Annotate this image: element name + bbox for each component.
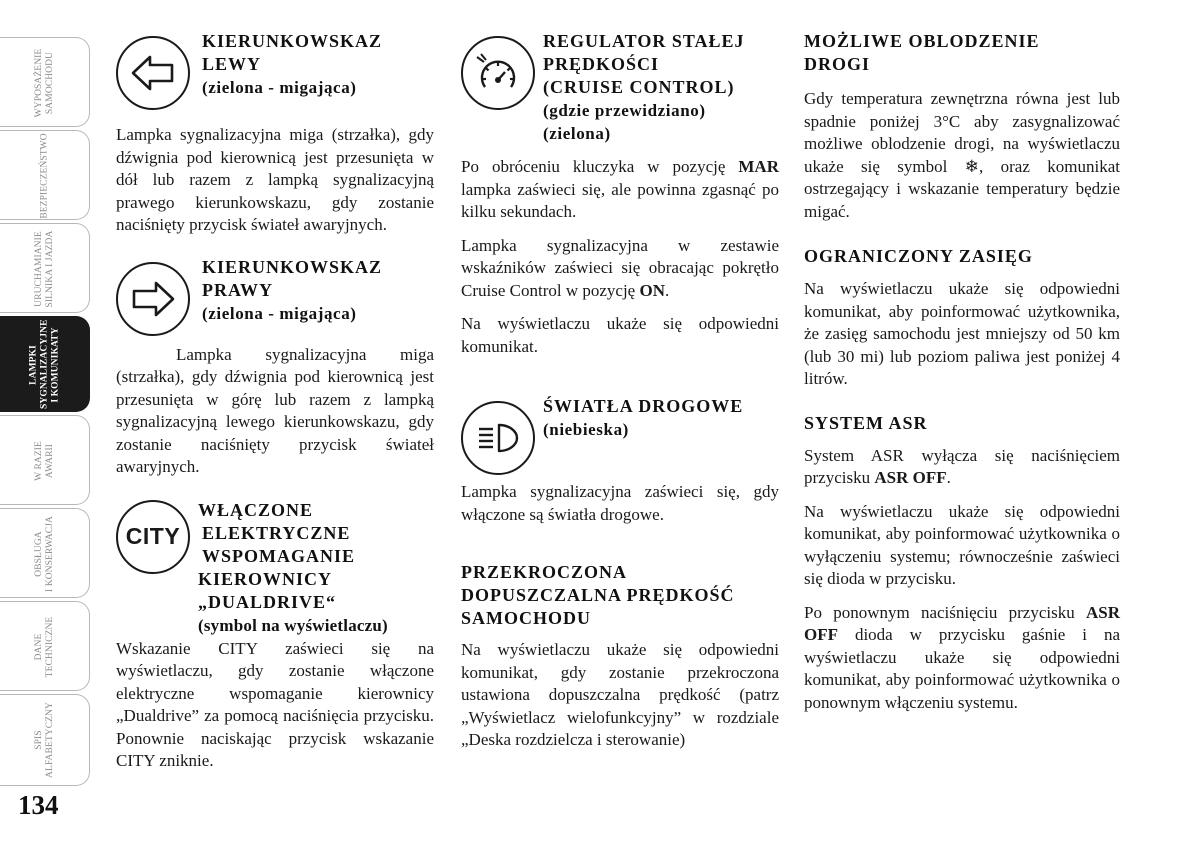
tab-bezpieczenstwo[interactable] bbox=[0, 130, 90, 220]
city-title-1: WŁĄCZONE bbox=[198, 499, 314, 520]
asr-title: SYSTEM ASR bbox=[804, 412, 928, 433]
right-turn-text: Lampka sygnalizacyjna miga (strzałka), gdy dźwignia pod kierownicą jest przesunięta w górę lub razem z lampką sygnalizacyjną lewego kierunkowskazu, gdy zostanie naciśnięty przycisk świateł awaryjnych. bbox=[116, 344, 434, 476]
column-3 bbox=[804, 30, 1120, 714]
high-beam-icon bbox=[461, 401, 535, 475]
city-icon-text: CITY bbox=[125, 523, 181, 549]
tab-obsluga[interactable] bbox=[0, 508, 90, 598]
asr-text-1: System ASR wyłącza się naciśnięciem przycisku ASR OFF. bbox=[804, 445, 1120, 487]
cruise-text-2: Lampka sygnalizacyjna w zestawie wskaźników zaświeci się obracając pokrętło Cruise Control w pozycję ON. bbox=[461, 235, 779, 300]
tab-label: W RAZIE AWARII bbox=[34, 441, 55, 481]
range-text: Na wyświetlaczu ukaże się odpowiedni komunikat, aby poinformować użytkownika, że zasięg samochodu jest mniejszy od 50 km (lub 30 mi) lub poziom paliwa jest poniżej 4 litrów. bbox=[804, 279, 1120, 388]
high-beam-text: Lampka sygnalizacyjna zaświeci się, gdy włączone są światła drogowe. bbox=[461, 482, 779, 524]
cruise-section bbox=[461, 30, 779, 148]
page-number: 134 bbox=[18, 790, 59, 820]
cruise-title-1: REGULATOR STAŁEJ bbox=[543, 31, 745, 51]
left-turn-section bbox=[116, 30, 434, 126]
cruise-title-3: (CRUISE CONTROL) bbox=[543, 77, 735, 97]
city-title-4: KIEROWNICY bbox=[198, 568, 333, 589]
tab-dane-techniczne[interactable] bbox=[0, 601, 90, 691]
column-1 bbox=[116, 30, 434, 773]
ice-title-2: DROGI bbox=[804, 54, 871, 74]
tab-label: BEZPIECZEŃSTWO bbox=[39, 133, 50, 219]
high-beam-section bbox=[461, 395, 779, 481]
high-beam-subtitle: (niebieska) bbox=[543, 420, 629, 439]
city-subtitle: (symbol na wyświetlaczu) bbox=[198, 615, 388, 635]
right-turn-title-2: PRAWY bbox=[202, 279, 273, 300]
tab-wyposazenie[interactable] bbox=[0, 37, 90, 127]
speed-title-1: PRZEKROCZONA bbox=[461, 562, 628, 582]
range-title: OGRANICZONY ZASIĘG bbox=[804, 246, 1033, 266]
left-turn-title-2: LEWY bbox=[202, 54, 262, 74]
speed-title-3: SAMOCHODU bbox=[461, 608, 591, 628]
ice-text: Gdy temperatura zewnętrzna równa jest lub spadnie poniżej 3°C aby zasygnalizować możliwe oblodzenie drogi, na wyświetlaczu ukaże się symbol ❄, oraz komunikat ostrzegający i wskazanie temperatury będzie migać. bbox=[804, 89, 1120, 221]
column-2 bbox=[461, 30, 779, 752]
cruise-subtitle-2: (zielona) bbox=[543, 124, 611, 143]
cruise-text-1: Po obróceniu kluczyka w pozycję MAR lampka zaświeci się, ale powinna zgasnąć po kilku sekundach. bbox=[461, 157, 779, 221]
left-turn-subtitle: (zielona - migająca) bbox=[202, 78, 357, 97]
asr-text-3: Po ponownym naciśnięciu przycisku ASR OFF dioda w przycisku gaśnie i na wyświetlaczu ukaże się odpowiedni komunikat, aby poinformować użytkownika o ponownym włączeniu systemu. bbox=[804, 602, 1120, 712]
speed-text: Na wyświetlaczu ukaże się odpowiedni komunikat, gdy zostanie przekroczona ustawiona dopuszczalna prędkość (patrz „Wyświetlacz wielofunkcyjny” w rozdziale „Deska rozdzielcza i sterowanie) bbox=[461, 640, 779, 749]
right-arrow-icon bbox=[116, 262, 190, 336]
cruise-subtitle-1: (gdzie przewidziano) bbox=[543, 101, 706, 120]
right-turn-subtitle: (zielona - migająca) bbox=[202, 303, 357, 323]
tab-label: SPIS ALFABETYCZNY bbox=[34, 702, 55, 778]
tab-label: DANE TECHNICZNE bbox=[34, 616, 55, 678]
left-turn-title-1: KIERUNKOWSKAZ bbox=[202, 31, 383, 51]
tab-spis[interactable] bbox=[0, 694, 90, 786]
cruise-title-2: PRĘDKOŚCI bbox=[543, 54, 660, 74]
tab-lampki-active[interactable] bbox=[0, 316, 90, 412]
left-turn-text: Lampka sygnalizacyjna miga (strzałka), gdy dźwignia pod kierownicą jest przesunięta w dół lub razem z lampką sygnalizacyjną prawego kierunkowskazu, gdy zostanie naciśnięty przycisk świateł awaryjnych. bbox=[116, 125, 434, 234]
city-title-5: „DUALDRIVE“ bbox=[198, 591, 337, 612]
city-text: Wskazanie CITY zaświeci się na wyświetlaczu, gdy zostanie włączone elektryczne wspomaganie kierownicy „Dualdrive” za pomocą naciśnięcia przycisku. Ponownie naciskając przycisk wskazanie CITY zniknie. bbox=[116, 638, 434, 770]
ice-title-1: MOŻLIWE OBLODZENIE bbox=[804, 31, 1040, 51]
left-arrow-icon bbox=[116, 36, 190, 110]
tab-label: URUCHAMIANIE SILNIKA I JAZDA bbox=[34, 230, 55, 308]
right-turn-title-1: KIERUNKOWSKAZ bbox=[202, 256, 383, 277]
tab-label: WYPOSAŻENIE SAMOCHODU bbox=[34, 48, 55, 118]
city-section bbox=[116, 499, 434, 639]
tab-label: LAMPKI SYGNALIZACYJNE I KOMUNIKATY bbox=[28, 319, 61, 409]
city-title-2: ELEKTRYCZNE bbox=[202, 522, 351, 543]
high-beam-title: ŚWIATŁA DROGOWE bbox=[543, 396, 744, 416]
ice-section bbox=[804, 30, 1120, 223]
right-turn-section bbox=[116, 256, 434, 346]
cruise-text-3: Na wyświetlaczu ukaże się odpowiedni komunikat. bbox=[461, 314, 779, 356]
tab-label: OBSŁUGA I KONSERWACJA bbox=[34, 516, 55, 592]
city-title-3: WSPOMAGANIE bbox=[202, 545, 356, 566]
speed-section bbox=[461, 561, 779, 752]
range-section bbox=[804, 245, 1120, 391]
section-tabs bbox=[0, 37, 92, 785]
city-icon bbox=[116, 500, 190, 574]
tab-uruchamianie[interactable] bbox=[0, 223, 90, 313]
speed-title-2: DOPUSZCZALNA PRĘDKOŚĆ bbox=[461, 585, 735, 605]
cruise-control-icon bbox=[461, 36, 535, 110]
asr-text-2: Na wyświetlaczu ukaże się odpowiedni komunikat, aby poinformować użytkownika o wyłączeniu systemu; równocześnie zaświeci się dioda w przycisku. bbox=[804, 501, 1120, 588]
tab-w-razie-awarii[interactable] bbox=[0, 415, 90, 505]
asr-section bbox=[804, 412, 1120, 715]
snowflake-icon: ❄ bbox=[964, 156, 979, 177]
